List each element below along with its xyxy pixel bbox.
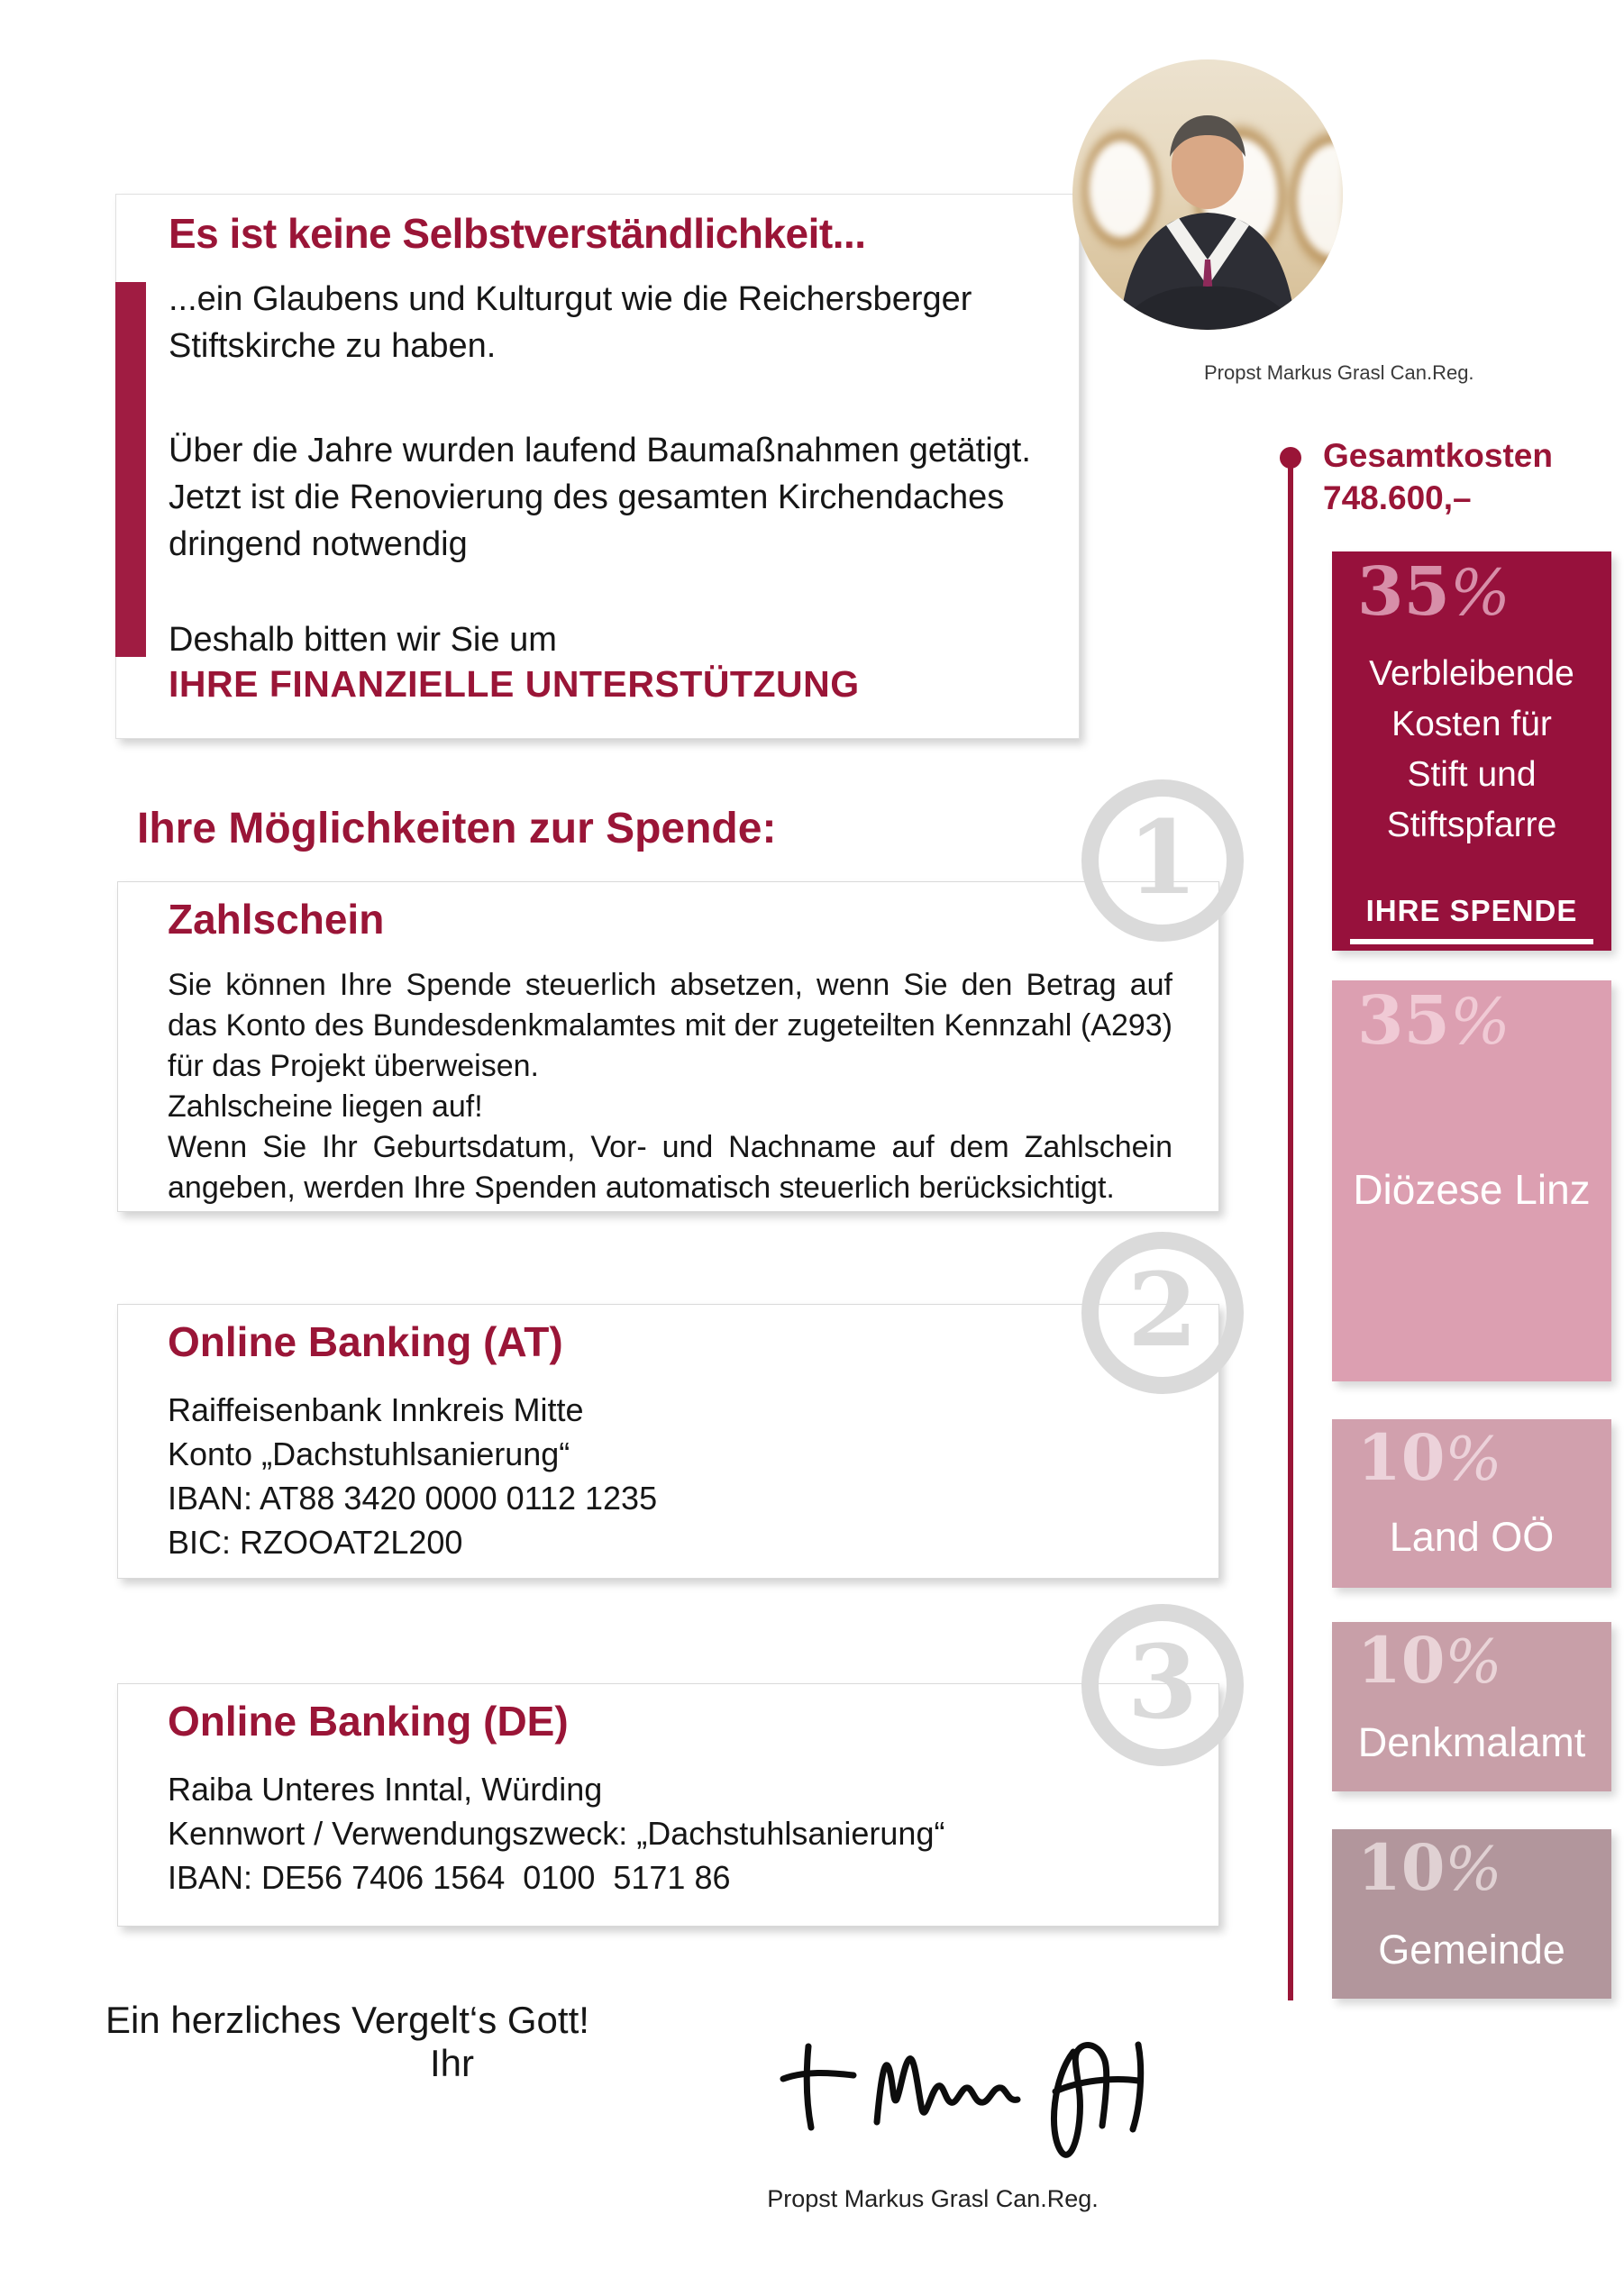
option-box-online-banking-de [117, 1683, 1219, 1927]
intro-title: Es ist keine Selbstverständlichkeit... [169, 210, 866, 257]
breakdown-label: Verbleibende Kosten für Stift und Stiftspfarre [1369, 654, 1574, 844]
option-title: Online Banking (AT) [168, 1318, 563, 1365]
breakdown-box-denkmalamt [1332, 1622, 1611, 1791]
step-1-circle [1081, 779, 1244, 942]
percent-sign: % [1445, 1834, 1502, 1904]
percent-value: 10% [1357, 1830, 1502, 1905]
option-title: Zahlschein [168, 896, 385, 943]
percent-sign: % [1449, 985, 1510, 1059]
breakdown-label: Land OÖ [1389, 1514, 1555, 1560]
percent-sign: % [1445, 1626, 1502, 1697]
portrait-caption: Propst Markus Grasl Can.Reg. [1204, 361, 1474, 384]
signature-lead: Ihr [430, 2042, 475, 2084]
percent-value: 35% [1357, 553, 1510, 631]
option-paragraph: Zahlscheine liegen auf! [168, 1089, 483, 1124]
signature-caption: Propst Markus Grasl Can.Reg. [767, 2185, 1099, 2212]
costs-bullet-icon [1280, 447, 1301, 469]
your-donation-underline [1350, 939, 1593, 944]
breakdown-label: Gemeinde [1378, 1927, 1565, 1973]
option-body [168, 1767, 1186, 1900]
intro-accent-bar [115, 282, 146, 657]
signature-image [771, 2021, 1176, 2179]
sidebar-connector-line [1288, 458, 1293, 2000]
breakdown-label: Diözese Linz [1353, 1166, 1591, 1213]
breakdown-box-remaining [1332, 551, 1611, 951]
thanks-text: Ein herzliches Vergelt‘s Gott! [105, 1999, 589, 2041]
total-costs [1323, 434, 1553, 519]
bank-name: Raiba Unteres Inntal, Würding [168, 1771, 603, 1808]
purpose-line: Kennwort / Verwendungszweck: „Dachstuhlsanierung“ [168, 1815, 945, 1852]
bic-line: BIC: RZOOAT2L200 [168, 1524, 463, 1561]
option-title: Online Banking (DE) [168, 1698, 569, 1745]
portrait-photo [1072, 59, 1343, 330]
breakdown-box-dioezese [1332, 980, 1611, 1381]
donation-heading: Ihre Möglichkeiten zur Spende: [137, 805, 777, 852]
breakdown-box-gemeinde [1332, 1829, 1611, 1999]
your-donation-note: IHRE SPENDE [1365, 894, 1578, 927]
intro-paragraph-1: ...ein Glaubens und Kulturgut wie die Reichersberger Stiftskirche zu haben. [169, 280, 972, 365]
intro-paragraph-2: Über die Jahre wurden laufend Baumaßnahmen getätigt. Jetzt ist die Renovierung des gesamten Kirchendaches dringend notwendig [169, 432, 1031, 563]
iban-line: IBAN: AT88 3420 0000 0112 1235 [168, 1480, 658, 1517]
priest-figure [1072, 59, 1343, 330]
step-2-circle [1081, 1232, 1244, 1394]
intro-appeal-emphasis: IHRE FINANZIELLE UNTERSTÜTZUNG [169, 663, 860, 705]
step-number: 3 [1127, 1623, 1198, 1742]
percent-sign: % [1449, 556, 1510, 630]
percent-value: 10% [1357, 1420, 1502, 1495]
option-box-online-banking-at [117, 1304, 1219, 1579]
iban-line: IBAN: DE56 7406 1564 0100 5171 86 [168, 1859, 731, 1896]
step-3-circle [1081, 1604, 1244, 1766]
breakdown-label: Denkmalamt [1357, 1719, 1586, 1765]
option-box-zahlschein [117, 881, 1219, 1212]
step-number: 1 [1127, 798, 1198, 917]
percent-value: 35% [1357, 982, 1510, 1060]
option-body [168, 965, 1172, 1208]
breakdown-box-land [1332, 1419, 1611, 1588]
step-number: 2 [1127, 1251, 1198, 1370]
account-name: Konto „Dachstuhlsanierung“ [168, 1435, 570, 1472]
total-costs-amount: 748.600,– [1323, 479, 1472, 516]
option-paragraph: Wenn Sie Ihr Geburtsdatum, Vor- und Nachname auf dem Zahlschein angeben, werden Ihre Spenden automatisch steuerlich berücksichtigt. [168, 1130, 1172, 1205]
intro-box [115, 194, 1080, 739]
option-paragraph: Sie können Ihre Spende steuerlich absetzen, wenn Sie den Betrag auf das Konto des Bundesdenkmalamtes mit der zugeteilten Kennzahl (A293) für das Projekt überweisen. [168, 968, 1172, 1083]
total-costs-label: Gesamtkosten [1323, 437, 1553, 474]
option-body [168, 1388, 1186, 1564]
percent-sign: % [1445, 1424, 1502, 1494]
percent-value: 10% [1357, 1623, 1502, 1698]
bank-name: Raiffeisenbank Innkreis Mitte [168, 1391, 584, 1428]
intro-appeal-lead: Deshalb bitten wir Sie um [169, 621, 557, 659]
